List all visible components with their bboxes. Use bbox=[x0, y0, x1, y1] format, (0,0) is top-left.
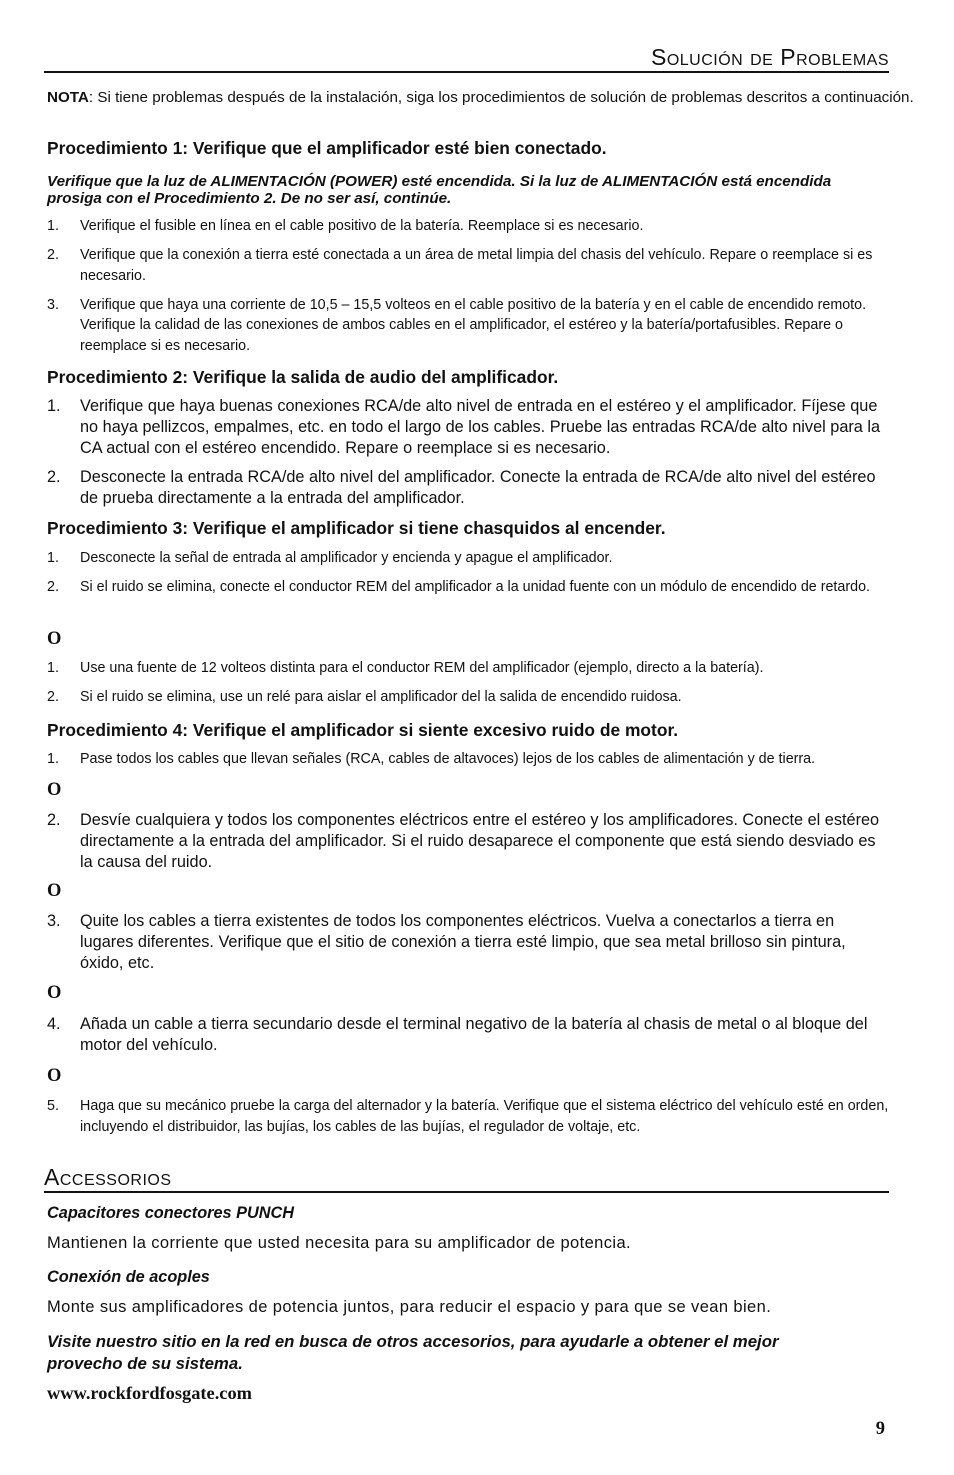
procedure-4-step-4 bbox=[47, 1014, 889, 1064]
procedure-1-title: Procedimiento 1: Verifique que el amplificador esté bien conectado. bbox=[47, 138, 607, 158]
list-item: 2. Si el ruido se elimina, use un relé para aislar el amplificador del la salida de encendido ruidosa. bbox=[47, 689, 682, 705]
accessory-heading: Conexión de acoples bbox=[47, 1268, 210, 1286]
nota-label: NOTA bbox=[47, 89, 89, 106]
list-item: 2. Verifique que la conexión a tierra esté conectada a un área de metal limpia del chasis del vehículo. Repare o reemplace si es necesario. bbox=[47, 247, 873, 284]
procedure-2-title: Procedimiento 2: Verifique la salida de audio del amplificador. bbox=[47, 367, 559, 387]
list-item: 2. Desconecte la entrada RCA/de alto nivel del amplificador. Conecte la entrada de RCA/de alto nivel del estéreo de prueba directamente a la entrada del amplificador. bbox=[47, 468, 876, 507]
list-item: 3. Verifique que haya una corriente de 10,5 – 15,5 volteos en el cable positivo de la batería y en el cable de encendido remoto. Verifique la calidad de las conexiones de ambos cables en el amplificador, el estéreo y la batería/portafusibles. Repare o reemplace si es necesario. bbox=[47, 296, 867, 354]
page-number: 9 bbox=[875, 1419, 885, 1439]
or-separator: O bbox=[47, 780, 62, 800]
or-separator: O bbox=[47, 983, 62, 1003]
list-item: 4. Añada un cable a tierra secundario desde el terminal negativo de la batería al chasis de metal o al bloque del motor del vehículo. bbox=[47, 1015, 868, 1054]
procedure-4-title: Procedimiento 4: Verifique el amplificador si siente excesivo ruido de motor. bbox=[47, 720, 679, 740]
list-item: 1. Verifique que haya buenas conexiones RCA/de alto nivel de entrada en el estéreo y el amplificador. Fíjese que no haya pellizcos, empalmes, etc. en todo el largo de los cables. Pruebe las entradas RCA/de alto nivel para la CA actual con el estéreo encendido. Repare o reemplace si es necesario. bbox=[47, 397, 881, 457]
procedure-4-step-5 bbox=[47, 1096, 889, 1146]
or-separator: O bbox=[47, 629, 62, 649]
list-item: 1. Use una fuente de 12 volteos distinta para el conductor REM del amplificador (ejemplo, directo a la batería). bbox=[47, 660, 764, 676]
accessory-text: Monte sus amplificadores de potencia juntos, para reducir el espacio y para que se vean bien. bbox=[47, 1298, 772, 1316]
procedure-3-steps-a bbox=[47, 548, 889, 606]
procedure-2-steps bbox=[47, 396, 889, 517]
nota-text: : Si tiene problemas después de la instalación, siga los procedimientos de solución de problemas descritos a continuación. bbox=[88, 89, 914, 106]
list-item: 1. Pase todos los cables que llevan señales (RCA, cables de altavoces) lejos de los cables de alimentación y de tierra. bbox=[47, 751, 816, 767]
procedure-4-step-3 bbox=[47, 911, 889, 982]
procedure-3-steps-b bbox=[47, 658, 889, 716]
accessory-text: Mantienen la corriente que usted necesita para su amplificador de potencia. bbox=[47, 1234, 632, 1252]
accessories-title: Accessorios bbox=[44, 1164, 889, 1193]
procedure-1-steps bbox=[47, 216, 889, 365]
page-header-title: Solución de Problemas bbox=[44, 44, 889, 73]
or-separator: O bbox=[47, 881, 62, 901]
procedure-1-note: Verifique que la luz de ALIMENTACIÓN (POWER) esté encendida. Si la luz de ALIMENTACIÓN está encendida prosiga con el Procedimiento 2. De no ser así, continúe. bbox=[47, 173, 832, 207]
list-item: 3. Quite los cables a tierra existentes de todos los componentes eléctricos. Vuelva a conectarlos a tierra en lugares diferentes. Verifique que el sitio de conexión a tierra esté limpio, que sea metal brilloso sin pintura, óxido, etc. bbox=[47, 912, 846, 972]
website-link[interactable]: www.rockfordfosgate.com bbox=[47, 1383, 252, 1403]
accessory-heading: Capacitores conectores PUNCH bbox=[47, 1204, 295, 1222]
list-item: 1. Verifique el fusible en línea en el cable positivo de la batería. Reemplace si es necesario. bbox=[47, 218, 644, 234]
procedure-4-step-1 bbox=[47, 749, 889, 778]
list-item: 2. Desvíe cualquiera y todos los componentes eléctricos entre el estéreo y los amplificadores. Conecte el estéreo directamente a la entrada del amplificador. Si el ruido desaparece el componente que está siendo desviado es la causa del ruido. bbox=[47, 811, 880, 871]
list-item: 2. Si el ruido se elimina, conecte el conductor REM del amplificador a la unidad fuente con un módulo de encendido de retardo. bbox=[47, 579, 870, 595]
list-item: 1. Desconecte la señal de entrada al amplificador y encienda y apague el amplificador. bbox=[47, 550, 613, 566]
visit-note: Visite nuestro sitio en la red en busca de otros accesorios, para ayudarle a obtener el mejor provecho de su sistema. bbox=[47, 1332, 779, 1373]
or-separator: O bbox=[47, 1066, 62, 1086]
procedure-3-title: Procedimiento 3: Verifique el amplificador si tiene chasquidos al encender. bbox=[47, 518, 666, 538]
nota-paragraph bbox=[47, 88, 954, 108]
list-item: 5. Haga que su mecánico pruebe la carga del alternador y la batería. Verifique que el sistema eléctrico del vehículo esté en orden, incluyendo el distribuidor, las bujías, los cables de las bujías, el regulador de voltaje, etc. bbox=[47, 1098, 889, 1135]
procedure-4-step-2 bbox=[47, 810, 889, 881]
